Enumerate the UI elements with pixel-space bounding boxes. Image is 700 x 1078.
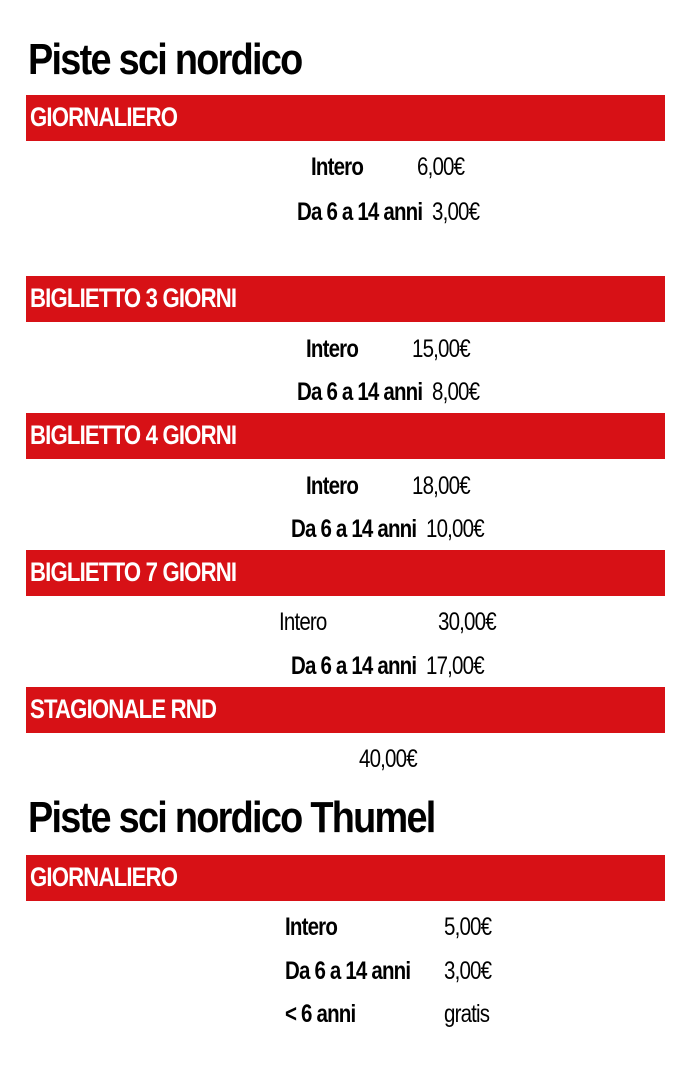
row-price-ragazzi: 8,00€: [432, 378, 480, 406]
ticket-header-giornaliero-thumel: [26, 855, 665, 901]
row-price-intero: 6,00€: [417, 153, 465, 181]
row-price-ragazzi: 17,00€: [426, 652, 484, 680]
section-title-nordico: Piste sci nordico: [28, 35, 302, 84]
row-label-ragazzi: Da 6 a 14 anni: [285, 957, 411, 985]
row-price-ragazzi: 3,00€: [444, 957, 492, 985]
row-price-ragazzi: 10,00€: [426, 515, 484, 543]
row-label-bambini: < 6 anni: [285, 1000, 356, 1028]
ticket-header-label: STAGIONALE RND: [30, 694, 217, 724]
ticket-header-3-giorni: [26, 276, 665, 322]
row-label-intero: Intero: [285, 913, 338, 941]
section-title-thumel: Piste sci nordico Thumel: [28, 793, 435, 842]
row-price-ragazzi: 3,00€: [432, 198, 480, 226]
row-price-intero: 30,00€: [438, 608, 496, 636]
row-label-intero: Intero: [306, 335, 359, 363]
row-price-intero: 15,00€: [412, 335, 470, 363]
row-label-ragazzi: Da 6 a 14 anni: [291, 652, 417, 680]
row-label-ragazzi: Da 6 a 14 anni: [297, 198, 423, 226]
row-label-intero: Intero: [306, 472, 359, 500]
row-label-intero: Intero: [311, 153, 364, 181]
ticket-header-label: BIGLIETTO 4 GIORNI: [30, 420, 237, 450]
row-price-bambini: gratis: [444, 1000, 490, 1028]
ticket-header-stagionale: [26, 687, 665, 733]
row-price-intero: 18,00€: [412, 472, 470, 500]
row-label-ragazzi: Da 6 a 14 anni: [291, 515, 417, 543]
row-label-intero: Intero: [279, 608, 327, 636]
stagionale-price: 40,00€: [359, 745, 417, 773]
row-price-intero: 5,00€: [444, 913, 492, 941]
ticket-header-giornaliero: [26, 95, 665, 141]
ticket-header-label: BIGLIETTO 3 GIORNI: [30, 283, 237, 313]
ticket-header-label: GIORNALIERO: [30, 102, 178, 132]
ticket-header-label: GIORNALIERO: [30, 862, 178, 892]
ticket-header-4-giorni: [26, 413, 665, 459]
row-label-ragazzi: Da 6 a 14 anni: [297, 378, 423, 406]
ticket-header-7-giorni: [26, 550, 665, 596]
ticket-header-label: BIGLIETTO 7 GIORNI: [30, 557, 237, 587]
